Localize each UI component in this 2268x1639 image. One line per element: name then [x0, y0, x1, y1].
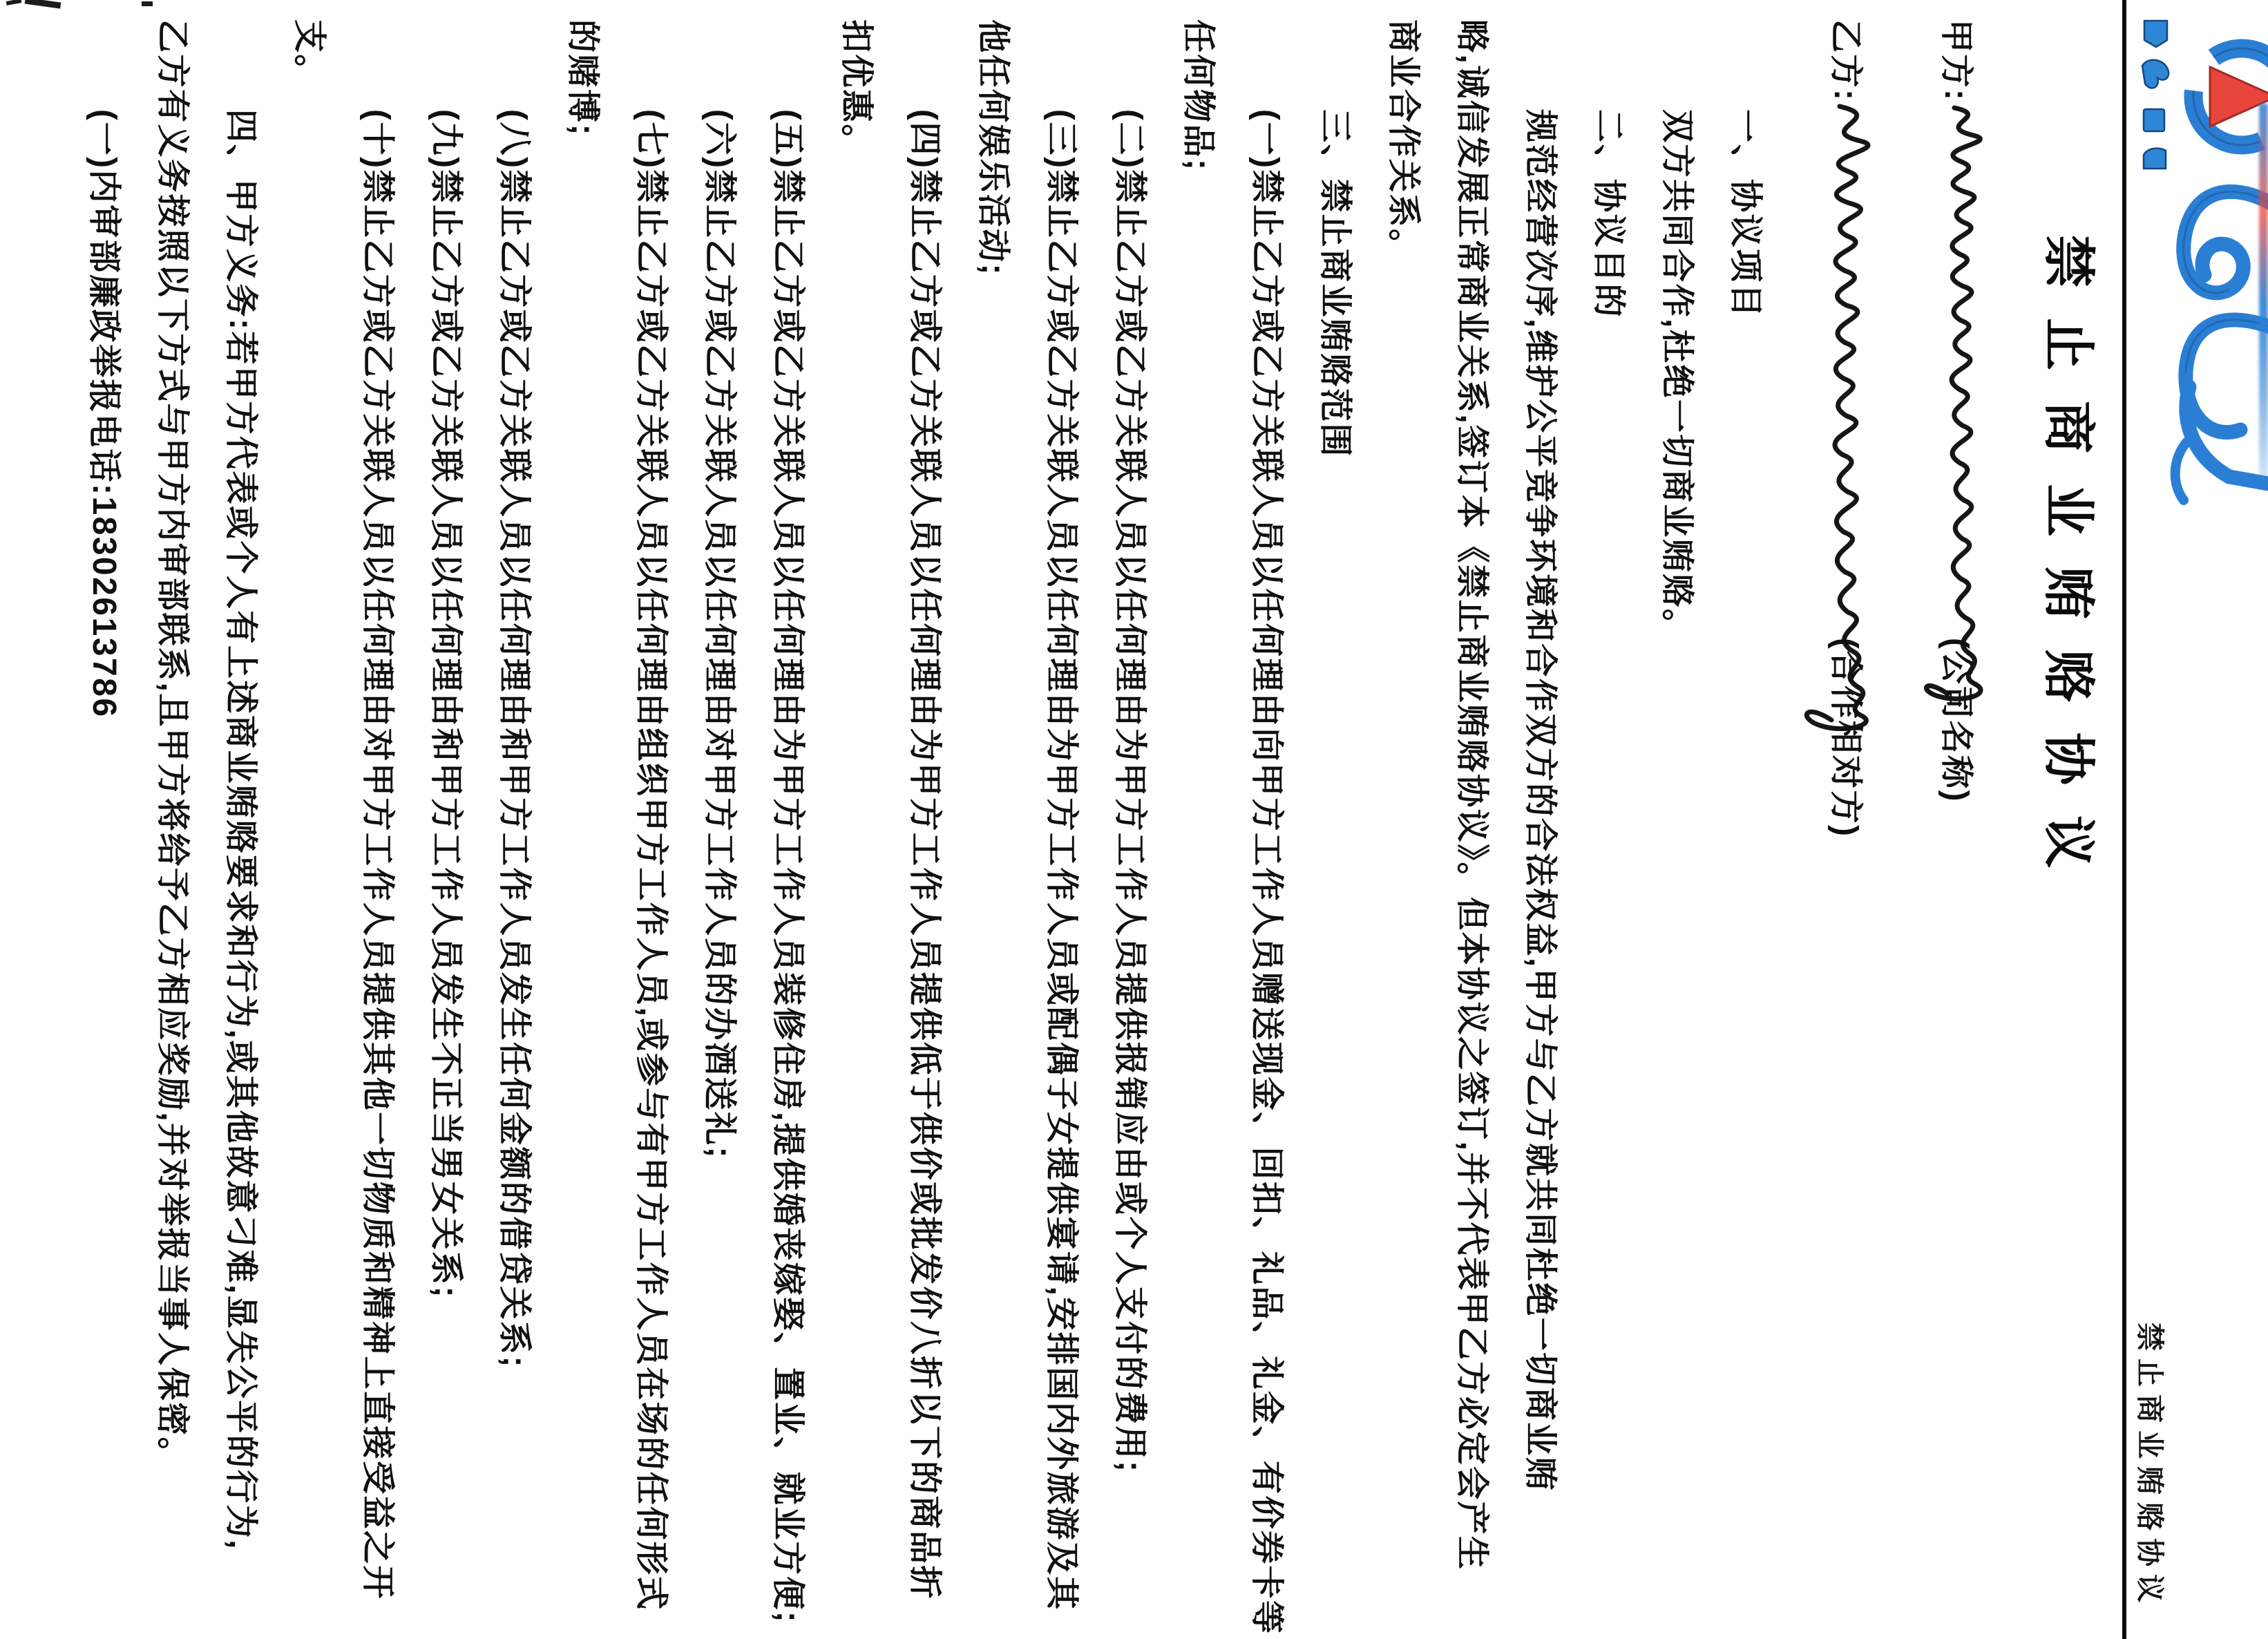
doc-line: 商业合作关系。 [1385, 19, 1422, 264]
doc-line: 任何物品; [1180, 19, 1217, 172]
doc-line: 支。 [291, 19, 327, 90]
scan-artifact [142, 1, 153, 6]
doc-line: 二、协议目的 [1590, 109, 1627, 319]
doc-line: 规范经营次序,维护公平竞争环境和合作双方的合法权益,甲方与乙方就共同杜绝一切商业贿 [1522, 109, 1559, 1493]
doc-line: (九)禁止乙方或乙方关联人员以任何理由和甲方工作人员发生不正当男女关系; [428, 109, 464, 1299]
doc-line: 略,诚信发展正常商业关系,签订本《禁止商业贿赂协议》。但本协议之签订,并不代表甲乙方必定会产生 [1454, 19, 1490, 1571]
company-logo-icon [2131, 0, 2268, 525]
logo-ring-icon [2178, 33, 2268, 161]
doc-line: (七)禁止乙方或乙方关联人员以任何理由组织甲方工作人员,或参与有甲方工作人员在场的任何形式 [633, 109, 669, 1611]
letterhead-rule [2122, 0, 2126, 1639]
scan-artifact [6, 0, 22, 6]
party-b-line [1780, 19, 1887, 1629]
doc-line: (六)禁止乙方或乙方关联人员以任何理由对甲方工作人员的办酒送礼; [701, 109, 738, 1159]
doc-line: (四)禁止乙方或乙方关联人员以任何理由为甲方工作人员提供低于供价或批发价八折以下的商品折 [906, 109, 943, 1600]
party-b-label: 乙方: [1827, 19, 1864, 102]
logo-tagline-icon [2142, 21, 2169, 169]
logo-brand-script-icon [2175, 191, 2268, 500]
doc-body [70, 19, 1997, 1636]
doc-line: 的赌博; [564, 19, 601, 137]
party-a-label: 甲方: [1938, 19, 1974, 102]
doc-line: (十)禁止乙方或乙方关联人员以任何理由对甲方工作人员提供其他一切物质和精神上直接受益之开 [359, 109, 396, 1600]
doc-title: 禁止商业贿赂协议 [2039, 235, 2097, 898]
doc-line: (一)禁止乙方或乙方关联人员以任何理由向甲方工作人员赠送现金、回扣、礼品、礼金、有价券卡等 [1248, 109, 1285, 1636]
doc-line: 双方共同合作,杜绝一切商业贿赂。 [1659, 109, 1695, 644]
doc-line: 一、协议项目 [1727, 109, 1764, 319]
doc-line: (二)禁止乙方或乙方关联人员以任何理由为甲方工作人员提供报销应由或个人支付的费用; [1112, 109, 1148, 1474]
page-header: 禁止商业贿赂协议 [2134, 1323, 2166, 1610]
doc-line: 四、甲方义务:若甲方代表或个人有上述商业贿赂要求和行为,或其他故意刁难,显失公平的行为, [222, 109, 259, 1551]
doc-line: (五)禁止乙方或乙方关联人员以任何理由为甲方工作人员装修住房,提供婚丧嫁娶、置业、就业方便; [770, 109, 806, 1624]
party-b-hint: (合作相对方) [1827, 638, 1864, 838]
letterhead [2119, 0, 2268, 1639]
scan-artifact [25, 0, 61, 9]
doc-line: 他任何娱乐活动; [975, 19, 1011, 276]
scan-edge-smear [2259, 104, 2268, 491]
doc-line: (八)禁止乙方或乙方关联人员以任何理由和甲方工作人员发生任何金额的借贷关系; [496, 109, 533, 1369]
doc-line: 扣优惠。 [838, 19, 875, 160]
party-a-hint: (公司名称) [1938, 638, 1974, 803]
doc-line: (一)内审部廉政举报电话:18302613786 [86, 109, 122, 719]
doc-line: 乙方有义务按照以下方式与甲方内审部联系,且甲方将给予乙方相应奖励,并对举报当事人保密。 [154, 19, 191, 1472]
doc-line: (三)禁止乙方或乙方关联人员以任何理由为甲方工作人员或配偶子女提供宴请,安排国内外旅游及其 [1043, 109, 1080, 1611]
doc-line: 三、禁止商业贿赂范围 [1317, 109, 1353, 459]
party-a-line [1887, 19, 1997, 1629]
